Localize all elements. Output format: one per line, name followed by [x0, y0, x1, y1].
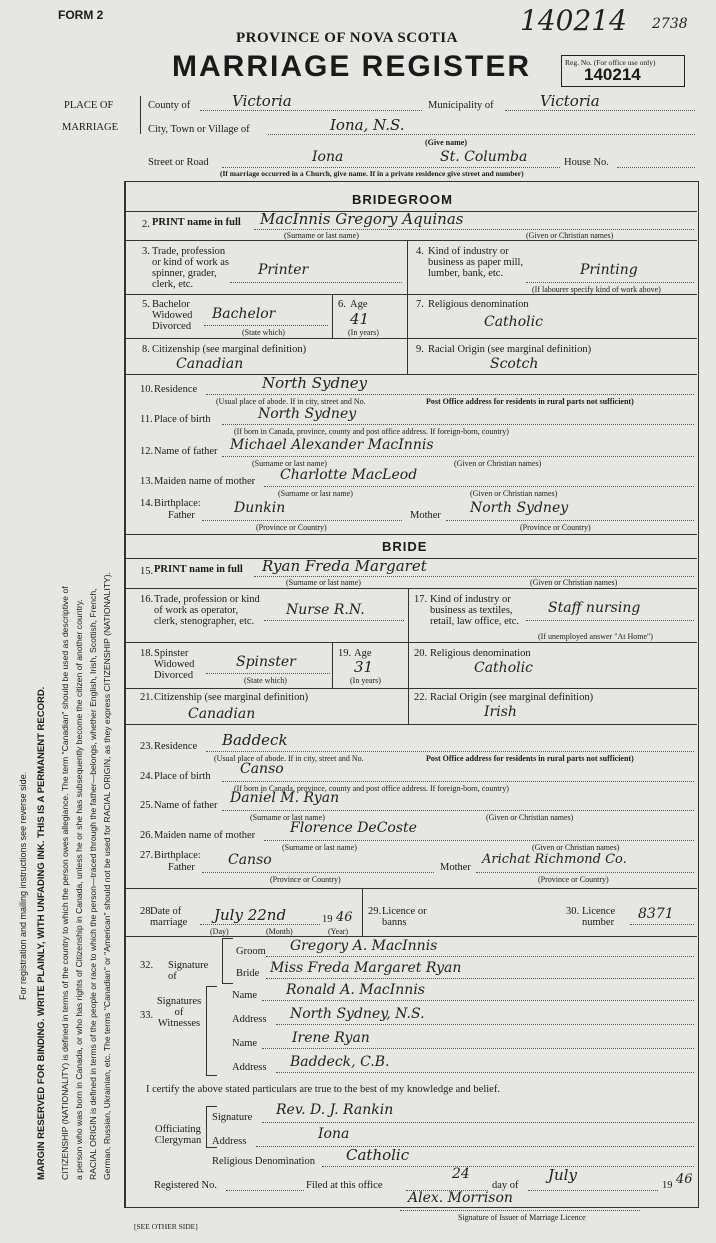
month-hint: (Month)	[266, 927, 293, 936]
bride-birthplace-father-label: Father	[168, 862, 195, 873]
bride-father-value: Daniel M. Ryan	[230, 790, 340, 806]
groom-po-note: Post Office address for residents in rural parts not sufficient)	[426, 397, 634, 406]
groom-status-label: Bachelor Widowed Divorced	[152, 299, 193, 332]
bride-signature: Miss Freda Margaret Ryan	[270, 960, 462, 976]
groom-citizenship-value: Canadian	[176, 356, 244, 372]
bride-birth-note: (If born in Canada, province, county and post office address. If foreign-born, country)	[234, 784, 509, 793]
w1-addr-label: Address	[232, 1014, 267, 1025]
groom-birthplace-father-label: Father	[168, 510, 195, 521]
bride-religion-label: Religious denomination	[430, 648, 531, 659]
w1-name: Ronald A. MacInnis	[286, 982, 425, 998]
w2-name-label: Name	[232, 1038, 258, 1049]
groom-state-which: (State which)	[242, 328, 285, 337]
bride-father-surname-hint: (Surname or last name)	[250, 813, 325, 822]
bride-print-text: PRINT name in full	[154, 564, 243, 575]
groom-religion-value: Catholic	[484, 314, 543, 330]
city-label: City, Town or Village of	[148, 124, 250, 135]
date-value: July 22nd	[214, 906, 287, 924]
bride-birthplace-father-value: Canso	[228, 852, 272, 868]
signature-of-label: Signature of	[168, 960, 209, 982]
bride-citizenship-value: Canadian	[188, 706, 256, 722]
filed-month: July	[548, 1166, 577, 1184]
city-value: Iona, N.S.	[330, 116, 405, 134]
groom-mother-label: Maiden name of mother	[154, 476, 256, 487]
w1-name-label: Name	[232, 990, 258, 1001]
groom-in-years: (In years)	[348, 328, 379, 337]
groom-industry-note: (If labourer specify kind of work above)	[532, 285, 661, 294]
officiating-label: Officiating Clergyman	[154, 1124, 202, 1146]
bride-name-value: Ryan Freda Margaret	[262, 557, 427, 575]
bride-citizenship-label: Citizenship (see marginal definition)	[154, 692, 309, 703]
bride-status-value: Spinster	[236, 654, 296, 670]
bride-prov-hint-2: (Province or Country)	[538, 875, 609, 884]
day-hint: (Day)	[210, 927, 229, 936]
reg-no-label: Reg. No. (For office use only)	[565, 58, 656, 67]
groom-birth-label: Place of birth	[154, 414, 211, 425]
groom-birth-note: (If born in Canada, province, county and post office address. If foreign-born, country)	[234, 427, 509, 436]
church-note: (If marriage occurred in a Church, give name. If in a private residence give street and number)	[220, 169, 524, 178]
municipality-value: Victoria	[540, 92, 600, 110]
bride-birthplace-label: Birthplace:	[154, 850, 201, 861]
signature-bracket	[222, 938, 233, 984]
groom-racial-label: Racial Origin (see marginal definition)	[428, 344, 592, 355]
bride-trade-label: Trade, profession or kind of work as operator, clerk, stenographer, etc.	[154, 594, 260, 627]
groom-prov-hint-1: (Province or Country)	[256, 523, 327, 532]
bride-mother-surname-hint: (Surname or last name)	[282, 843, 357, 852]
bride-status-label: Spinster Widowed Divorced	[154, 648, 195, 681]
date-label: Date of marriage	[150, 906, 188, 928]
bride-heading: BRIDE	[382, 539, 428, 554]
bride-religion-value: Catholic	[474, 660, 533, 676]
groom-age-value: 41	[350, 310, 370, 328]
bride-trade-value: Nurse R.N.	[286, 602, 365, 618]
groom-print-text: PRINT name in full	[152, 217, 241, 228]
groom-mother-surname-hint: (Surname or last name)	[278, 489, 353, 498]
clergy-signature: Rev. D. J. Rankin	[276, 1102, 394, 1118]
filed-day: 24	[452, 1166, 470, 1182]
groom-sign-label: Groom	[236, 946, 266, 957]
groom-given-hint: (Given or Christian names)	[526, 231, 614, 240]
clergy-sign-label: Signature	[212, 1112, 253, 1123]
top-handwritten-number: 140214	[520, 4, 627, 37]
w2-addr-label: Address	[232, 1062, 267, 1073]
filed-label: Filed at this office	[306, 1180, 383, 1191]
bride-po-note: Post Office address for residents in rural parts not sufficient)	[426, 754, 634, 763]
province-heading: PROVINCE OF NOVA SCOTIA	[236, 30, 458, 46]
groom-trade-value: Printer	[258, 262, 309, 278]
groom-father-given-hint: (Given or Christian names)	[454, 459, 542, 468]
reg-no-value: 140214	[584, 65, 641, 84]
bride-given-hint: (Given or Christian names)	[530, 578, 618, 587]
margin-note-5: RACIAL ORIGIN is defined in terms of the people or race to which the person—traced through the father—belongs, whether English, Irish, Scottish, French,	[88, 588, 98, 1180]
groom-residence-note: (Usual place of abode. If in city, street and No.	[216, 397, 366, 406]
county-value: Victoria	[232, 92, 292, 110]
bride-birthplace-mother-value: Arichat Richmond Co.	[482, 852, 627, 867]
bride-birth-label: Place of birth	[154, 771, 211, 782]
bride-birth-value: Canso	[240, 761, 284, 777]
bride-state-which: (State which)	[244, 676, 287, 685]
groom-birthplace-father-value: Dunkin	[234, 500, 286, 516]
margin-note-2: MARGIN RESERVED FOR BINDING. WRITE PLAINLY, WITH UNFADING INK. THIS IS A PERMANENT RECORD.	[36, 686, 47, 1180]
place-of-label: PLACE OF	[64, 100, 114, 111]
w2-name: Irene Ryan	[292, 1030, 370, 1046]
year-value: 46	[336, 910, 353, 925]
licence-no-label: Licence number	[582, 906, 616, 928]
bride-residence-value: Baddeck	[222, 731, 288, 749]
bride-industry-note: (If unemployed answer "At Home")	[538, 632, 653, 641]
municipality-label: Municipality of	[428, 100, 494, 111]
bride-mother-label: Maiden name of mother	[154, 830, 256, 841]
groom-mother-given-hint: (Given or Christian names)	[470, 489, 558, 498]
groom-mother-value: Charlotte MacLeod	[280, 467, 418, 483]
bride-birthplace-mother-label: Mother	[440, 862, 471, 873]
bride-racial-value: Irish	[484, 704, 517, 720]
bridegroom-heading: BRIDEGROOM	[352, 192, 453, 207]
form-label: FORM 2	[58, 8, 104, 22]
bride-mother-given-hint: (Given or Christian names)	[532, 843, 620, 852]
year-hint: (Year)	[328, 927, 349, 936]
bride-industry-label: Kind of industry or business as textiles, retail, law office, etc.	[430, 594, 520, 627]
groom-birth-value: North Sydney	[258, 406, 357, 422]
bride-residence-note: (Usual place of abode. If in city, street and No.	[214, 754, 364, 763]
bride-age-label: Age	[354, 648, 372, 659]
clergy-addr: Iona	[318, 1126, 350, 1142]
groom-name-value: MacInnis Gregory Aquinas	[260, 210, 464, 228]
groom-father-surname-hint: (Surname or last name)	[252, 459, 327, 468]
bride-father-given-hint: (Given or Christian names)	[486, 813, 574, 822]
page-title: MARRIAGE REGISTER	[172, 50, 532, 83]
groom-age-label: Age	[350, 299, 368, 310]
margin-note-6: German, Russian, Ukrainian, etc. The terms "Canadian" or "American" should not be used for RACIAL ORIGIN, as they express CITIZENSHIP (NATIONALITY).	[102, 572, 112, 1180]
issuer-signature: Alex. Morrison	[408, 1190, 513, 1206]
bride-prov-hint-1: (Province or Country)	[270, 875, 341, 884]
bride-father-label: Name of father	[154, 800, 218, 811]
certify-text: I certify the above stated particulars are true to the best of my knowledge and belief.	[146, 1084, 500, 1095]
w1-addr: North Sydney, N.S.	[290, 1006, 425, 1022]
groom-racial-value: Scotch	[490, 356, 539, 372]
margin-note-3: CITIZENSHIP (NATIONALITY) is defined in terms of the country to which the person owes allegiance. The term "Canadian" should be used as descriptive of	[60, 586, 70, 1180]
groom-surname-hint: (Surname or last name)	[284, 231, 359, 240]
groom-status-value: Bachelor	[212, 306, 276, 322]
clergy-relig-label: Religious Denomination	[212, 1156, 315, 1167]
groom-father-value: Michael Alexander MacInnis	[230, 437, 434, 453]
groom-residence-value: North Sydney	[262, 374, 368, 392]
clergy-relig: Catholic	[346, 1146, 410, 1164]
year-prefix: 19	[322, 914, 333, 925]
licence-no-value: 8371	[638, 906, 674, 922]
bride-racial-label: Racial Origin (see marginal definition)	[430, 692, 594, 703]
groom-industry-label: Kind of industry or business as paper mill, lumber, bank, etc.	[428, 246, 524, 279]
groom-religion-label: Religious denomination	[428, 299, 529, 310]
house-label: House No.	[564, 157, 609, 168]
bride-surname-hint: (Surname or last name)	[286, 578, 361, 587]
groom-birthplace-mother-value: North Sydney	[470, 500, 569, 516]
street-value: Iona	[312, 149, 344, 165]
church-value: St. Columba	[440, 149, 528, 165]
marriage-label: MARRIAGE	[62, 122, 119, 133]
bride-mother-value: Florence DeCoste	[290, 820, 417, 836]
groom-birthplace-mother-label: Mother	[410, 510, 441, 521]
bride-residence-label: Residence	[154, 741, 198, 752]
groom-birthplace-label: Birthplace:	[154, 498, 201, 509]
filed-year-prefix: 19	[662, 1180, 673, 1191]
bride-in-years: (In years)	[350, 676, 381, 685]
licence-label: Licence or banns	[382, 906, 427, 928]
margin-note-1: For registration and mailing instructions see reverse side.	[18, 771, 28, 1000]
clergy-addr-label: Address	[212, 1136, 247, 1147]
groom-print-label	[152, 217, 241, 228]
bride-sign-label: Bride	[236, 968, 260, 979]
bride-age-value: 31	[354, 658, 374, 676]
give-name-hint: (Give name)	[425, 138, 467, 147]
groom-signature: Gregory A. MacInnis	[290, 938, 438, 954]
witness-bracket	[206, 986, 217, 1076]
registered-no-label: Registered No.	[154, 1180, 217, 1191]
county-label: County of	[148, 100, 191, 111]
top-handwritten-small: 2738	[652, 16, 688, 32]
issuer-hint: Signature of Issuer of Marriage Licence	[458, 1213, 586, 1222]
w2-addr: Baddeck, C.B.	[290, 1054, 390, 1070]
groom-citizenship-label: Citizenship (see marginal definition)	[152, 344, 307, 355]
margin-note-4: a person who was born in Canada, or who has rights of Citizenship in Canada, unless he or she has subsequently become the citizen of another country.	[74, 599, 84, 1180]
reg-no-box	[561, 55, 685, 87]
groom-residence-label: Residence	[154, 384, 198, 395]
bride-industry-value: Staff nursing	[548, 600, 641, 616]
groom-industry-value: Printing	[580, 262, 638, 278]
bride-print-label	[154, 564, 243, 575]
day-of-label: day of	[492, 1180, 519, 1191]
groom-trade-label: Trade, profession or kind of work as spinner, grader, clerk, etc.	[152, 246, 229, 290]
see-other-side: [SEE OTHER SIDE]	[134, 1222, 198, 1231]
groom-prov-hint-2: (Province or Country)	[520, 523, 591, 532]
groom-father-label: Name of father	[154, 446, 218, 457]
street-label: Street or Road	[148, 157, 209, 168]
witnesses-label: Signatures of Witnesses	[156, 996, 202, 1029]
filed-year: 46	[676, 1172, 693, 1187]
